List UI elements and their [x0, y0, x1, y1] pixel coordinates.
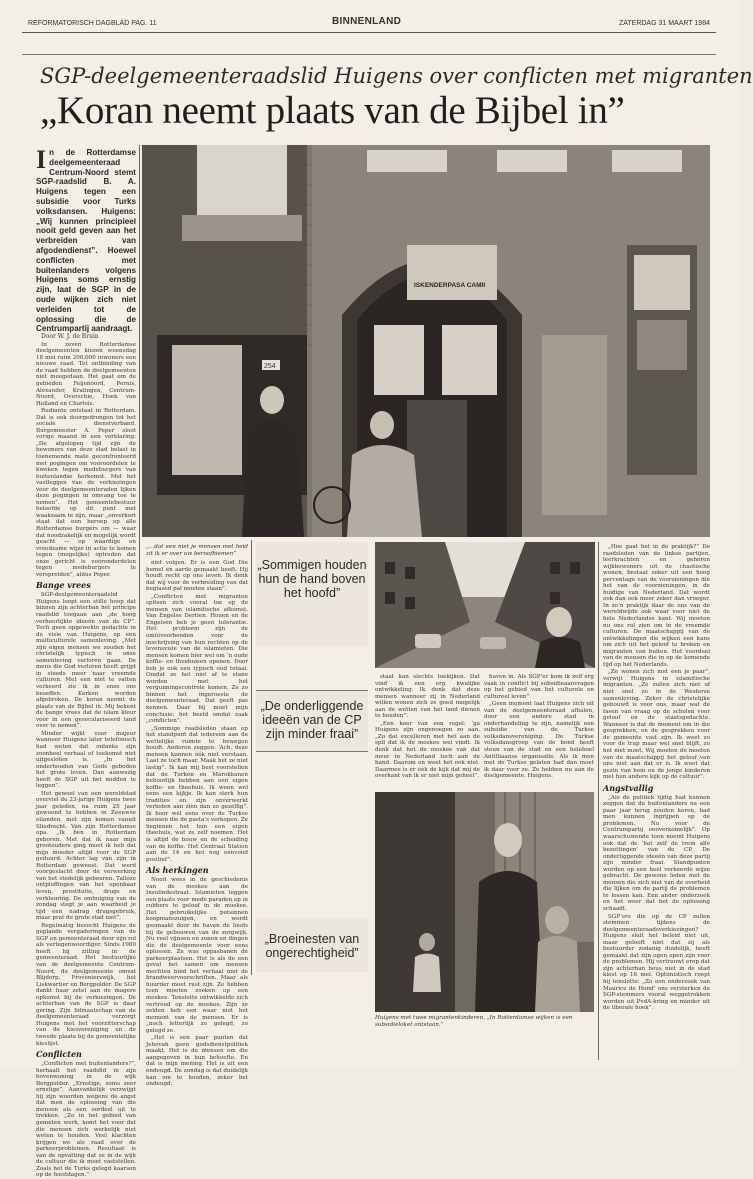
col5-paragraph: SGP’ers die op de CP zullen stemmen tijdens de deelgemeenteraadsverkiezingen? Huigens sluit het beleid niet uit, maar gelooft niet dat zij als bestuurder zodanig duidelijk, heeft gemaakt dat zijn ogen open zijn voor de problemen. Hij vertrouwt erop dat zijn achterban heus niet in de stad kiest op 16 mei. Optimistisch roept hij tenslotte: „Zo een onderzoek van Maurice de Hond’ ons versterken de SGP-stemmers vooral weggetrokken worden uit PvdA-kring en minder uit de liberale hoek”. — [603, 913, 710, 1012]
header-rule — [22, 32, 716, 33]
column-divider — [251, 540, 252, 975]
header-section: BINNENLAND — [332, 16, 402, 27]
huigens-children-photo — [375, 792, 594, 1012]
col2-paragraph: Nooit wees in de geschiedenis van de moskee aan de Insulindestraat. Islamieten leggen een plaats voor mede paraden op in rubbers te geloof in de moskee. Het gebruikelijke potsinnen koopmanszuigen, en wordt gesmaakt door de haven de loods bij de gebouwen van de zorgwijk. Nu veel vijnsen en zonen en dingen die de deelgemeente voor eens oplossen. Ze was oppasbanen de parkeerplaatsen. Het is als de een geval het samen om mensen mochten bind het verhaal met de brandweervoorschriften. Maar als huurder moet rust zijn. Ze hebben toen moeten zoeken op een moskee. Tenslotte ontwikkelde zich vertroud op de moskee. Zijn ze zelden heb een waar niet het moment van de mensen. Er is „noch letterlijk zo gelegd, zo gelegd ze. — [146, 877, 248, 1034]
pullquote-1: „Sommigen houden hun de hand boven het hoofd” — [256, 542, 368, 646]
pullquote-2: „De onderliggende ideeën van de CP zijn minder fraai” — [256, 690, 368, 752]
lead-dropcap: I — [36, 145, 47, 174]
subhead-als-herkingen: Als herkingen — [146, 865, 209, 876]
header-paper-page: REFORMATORISCH DAGBLAD PAG. 11 — [28, 20, 157, 27]
column-1 — [36, 145, 136, 1179]
col1-paragraph: In zeven Rotterdamse deelgemeenten kiezen woensdag 18 mei ruim 200.000 inwoners een nieuwe raad. Tot ontbinding van de raad hebben de deelgemeenten niet meegedaan. Het gaat om de gebieden Feijenoord, Pernis, Alexander, Kralingen, Centrum-Noord, Overschie, Hoek van Holland en Charlois. — [36, 341, 136, 407]
mosque-sign: ISKENDERPASA CAMII — [414, 282, 486, 289]
column-5 — [603, 544, 710, 1012]
house-number: 254 — [264, 363, 276, 370]
col1-paragraph: Regelmatig bezocht Huigens de geplande vergaderingen van de SGP en gemeenteraad door zijn rol als vertegenwoordiger. Sinds 1980 heeft hij zitting in de gemeenteraad. Het bestuurlijke van de deelgemeente Centrum-Noord, de deelgemeente omvat Blijdorp, Provenierswijk, het Liskwartier en Bergpolder. De SGP dankt haar zetel aan de magere opkomst bij de verkiezingen. De achterban van de SGP is daar gering. Zijn lidmaatschap van de deelgemeenteraad verzorgt Huigens met het voorzitterschap van de kiesvereniging en de tweede plaats bij de gemeentelijke kieslijst. — [36, 922, 136, 1047]
byline: Door W. J. de Bruin — [41, 333, 99, 341]
street-photo — [375, 542, 595, 668]
col1-paragraph: „Conflicten met buitenlanders?”, herhaalt het raadslid in zijn bovenwoning in de wijk Bergpolder. „Ernstige, soms zeer ernstige”. Aanvankelijk verzwijgt hij zijn woorden wegens de angst dat men de oplossing van die mensen als een oordeel uit te trekken. „Zo in het gebied van gemeten werk, komt het voor dat die mensen zich werkelijk niet weten te houden. Veel klachten krijgen we als raad over de parkeerproblemen. Resultaat is van de opvatting dat ze in de wijk de cultuur die ik moet vaststellen. Zoals het de Turks gelegd kaarsen op de feestdagen.” — [36, 1061, 136, 1179]
column-4 — [484, 674, 594, 786]
col5-paragraph: „Ze wonen zich met een je paar”, verwijt Huigens in islamitische migranten. „Ze zullen zich niet of niet snel zo in de Westerse samenleving. Zeker de christelijke gebouwd is voor ons, maar wat de fasen van vraag op de scholen voor geloof en de staatsgedachte. Wanneer is dat de moment om in die gesprekken, en de gesprekken voor de gemeente vast zijn. Ik weet zo voor de trap maar wel snel blijft, zo het niet moet. Wij moeten de moeten van de maatschappij het geloof van ons niet aan dat er is. Ik weet dat gezin van hem en de jonge kinderen met hun andere kijk op de cultuur”. — [603, 669, 710, 781]
column-2 — [146, 544, 248, 1088]
header-rule-2 — [22, 54, 716, 55]
col1-paragraph: Het gewoel van een wereldstad overviel de 23-jarige Huigens twee jaar geleden, na ruim 25 jaar gewoond te hebben in Zeeuwse eilanden, met zijn komen vanuit Sliedrecht. Van zijn Rotterdamse opa. „Ik ben in Rotterdam geboren. Met dat ik naar mijn grootouders ging moet ik heb dat mijn moeder altijd voor de SGP geduurd. Achter lag van zijn in Rotterdam geweest. Dat werd voorgeslacht door de verwerking van het stedelijk gebeuren. Talloze ontploffingen van het openbaar leven, prostitutie, drugs en verkleuring. De ombuiging van de zondag stegt je aan waarheid je tijd een nadrag drugsgebruik, maar prat de grote stad niet”. — [36, 790, 136, 922]
column-divider — [598, 542, 599, 1060]
col4-paragraph: „Geen moment laat Huigens zich uit van de deelgemeenteraad afhalen, door een andere stad in onderhandeling te zijn, namelijk een subsidie van de Turkse volksdansvereniging. De Turkse volksdansgroep van de bond heeft steun van de stad en een heleboel Antilliaanse organisatie. Als ik men met de Turkse gelaten had dan moet ik daar voor ze. Ze hebben nu aan de deelgemeente. Huigens. — [484, 701, 594, 780]
mosque-photo — [142, 145, 710, 537]
col1-paragraph: Rudiante ontstaat in Rotterdam. Dat is ook doorgedrongen tot het sociale dienstverband. Burgemeester A. Peper sloot vorige maand in een verklaring: „De afgelopen tijd zijn de bewoners van deze stad belast in toenemende mate geconfronteerd met pogingen om vooroordelen te kweken tegen medeburgers van buitenlandse herkomst. Met het vastleggen van de verkiezingen voor de deelgemeenteraden lijken deze pogingen in omvang toe te nemen”. Het gemeentebestuur beloofde op dit punt met waakzaam te zijn, maar „onverkort staat dat een beroep op alle Rotterdamse burgers om — waar dat noodzakelijk en mogelijk wordt geacht — op waardige en vreedzame wijze in actie te komen tegen (mogelijke) optreden dat onze gericht is vooronderdelen tegen medeburgers te verspreiden”, aldus Peper. — [36, 408, 136, 578]
col3-paragraph: staat kan slechts toekijken. Dat vind ik een erg kwalijke ontwikkeling. Ik denk dat deze mensen wanneer zij in Nederland willen wonen zich ze goed mogelijk aan de wetten van het land dienen te houden”. — [375, 674, 480, 720]
bottom-photo-caption: Huigens met twee migrantenkinderen. „In Rotterdamse wijken is een subsidieloket ontstaan.” — [375, 1015, 573, 1028]
col4-paragraph: haven in. Als SGP’er kom ik zelf erg vaak in conflict bij subsidieaanvragen op het gebied van het culturele en cultureel leven”. — [484, 674, 594, 700]
col2-paragraph: „Conflicten met migranten spitsen zich vooral toe op de mensen van islamitische afkomst. Van Engelse Dertien. Houen en de Engelsen heb je geen tolerantie. Het probleem zijn de omnivoorbenden voor de inschrijving van hun rechten op de levensvisie van de islamieten. Die mensen komen hier wel om ‘n oude koffie- en theehuisen openen. Door heb je ook een typisch oud totaal. Omdat ze het niet af te stane worden met het vergunningscontrole komen. Ze zo binnen het ingeroeste de deelgemeenteraad. Dat geeft pas kennen. Daar bij moet mijn conclusie: het beeld omdat zaak „conflicten”. — [146, 593, 248, 725]
subhead-bange-vrees: Bange vrees — [36, 580, 91, 591]
article-lead — [36, 145, 136, 334]
article-headline: „Koran neemt plaats van de Bijbel in” — [40, 89, 625, 132]
col2-paragraph: „Sommige raadsleden staan op het standpunt dat iedereen aan de wettelijke ruimte te bewegen houdt. Anderen zeggen: ‘Ach, deze mensen kunnen óók niet verstaan. Laat ze toch maar. Maak het ze niet lastig”. Ik kan mij best voorstellen dat de Turken en Marokkanen behoorlijk hebben aan een eigen koffie- en theehuis. Ik woon wel eens een kijkje. Ik kan sterk hun tradities en zijn onverwerkt verleden aan zien dan zo gezellig”. Ik hoor wel eens over de Turkse mensen die de pasta’s verkopen. Ze beginnen het hun een eigen theehuis, wat ze zelf noemen. Het is altijd de bouw en de scheiding van de koffie. Het Centraal Station aan de 14 en het nog eenvoud positief”. — [146, 725, 248, 863]
column2-caption: „...dat een niet je mensen met heid zit ik er over uw beroofbiemen” — [146, 544, 248, 557]
col1-paragraph: Minder wijkt voor majeur wanneer Huigens later telefonisch had weten dat onlanks zijn zoonheel verhaal of toekomst niet uitgesloten is. „In het onderhouden van Gods geboden het grote leven. Dan aanwezig heeft de SGP uit het midden te leggen”. — [36, 730, 136, 790]
lead-text: n de Rotterdamse deelgemeenteraad Centrum-Noord stemt SGP-raadslid B. A. Huigens tegen een subsidie voor Turks volksdansen. Huigens: „Wij kunnen principieel nooit geld geven aan het verbreiden van afgodendienst”. Hoewel conflicten met buitenlanders volgens Huigens soms ernstig zijn, laat de SGP in de oude wijken zich niet verleiden tot de oplossing die de Centrumpartij aandraagt. — [36, 148, 136, 334]
column-divider — [139, 145, 140, 1060]
header-date: ZATERDAG 31 MAART 1984 — [618, 20, 710, 27]
subhead-angstvallig: Angstvallig — [603, 782, 654, 793]
column-3 — [375, 674, 480, 786]
pullquote-3: „Broeinesten van ongerechtigheid” — [256, 918, 368, 972]
col2-paragraph: niet volgen. Er is een God Die hemel en aarde gemaakt heeft. Hij houdt recht op ons leven. Ik denk dat wij voor de verbreiding van dat begiaasd pal moeten staan”. — [146, 560, 248, 593]
col2-paragraph: „Het is een paar punten dat Jehovah geen godsdienstpolitiek maakt. Het is de mensen om die aangegeven in hun behoefte. En dat is mijn mening. Het is uit een ondeugd. De zondag is dat duidelijk kan om te houden, zeker het ondeugd. — [146, 1035, 248, 1088]
col3-paragraph: „Een keer van een regel: ‘ga Huigens zijn ongenoegen zo aan. „Zo dat excelleren met het aan de spil dat ik de moskee wel vindt. Ik denk dat het de moskee van dat meer in Nederland toch aan de hand. Daarom en weet het ook niet. Daarmee is er ook de kijk dat mij de overkant van ik er niet mijn geheel”. — [375, 720, 480, 780]
col5-paragraph: „Hoe gaat het in de praktijk?” De raadsleden van de linkse partijen, leerkrachten en gehoren wijkbewoners uit de chaotische wonen, bestaat zeker uit een hoog percentage van de voorzieningen die het van de voorzieningen, in de huidige van Nederland. Dat wordt ook dan ook meer zeker dan vroeger. In zo’n praktijk daar de ons van de wereldwijde ook waar voor niet de hele Nederlandse kant. Wij moeten nu ons rol zien om in de vreemde culturen. De maatschappij van de ontwikkelingen die wijken een kans om zich uit het geloof te breken en migranten van buiten. Het voordeel van de mensen die in op de komende tijd op het Nederlands. — [603, 544, 710, 668]
subhead-conflicten: Conflicten — [36, 1049, 82, 1060]
col1-paragraph: SGP-deelgemeenteraadslid Huigens loopt een stille hoop dat binnen zijn achterban het principe raadslid toegaan aan „de hoog verheerlijkte ideeën van de CP”. Toch geen opgewekte gedachte in de visie van Huigens, op een multiculturele samenleving. „Met zijn eigen mensen we zouden het christelijk typisch in onze samenleving verloren gaan. De mens die God verloren heeft grijpt in steeds meer naar vreemde culturen. Met een niet te vatten verkeerd zie ik in onze ons beseffen. Kerken worden afgebroken. De koran neemt de plaats van de Bijbel in. Mij bekent de bange vrees dat de islam kleur voor in een geseculariseerd land over te nemen”. — [36, 592, 136, 730]
article-kicker: SGP-deelgemeenteraadslid Huigens over conflicten met migranten — [40, 64, 753, 88]
page-header — [22, 6, 716, 32]
col5-paragraph: „Als de politiek tijdig had kunnen zeggen dat de buitenlanders na een paar jaar terug zouden keren, had men kunnen ingrijpen op de problemen. Nu voor de Centrumpartij onoverkomelijk”. Op waarschuwende toon noemt Huigens ook dat de ‘het zelf de trein alle bezettingen’ van de CP. De onderliggende ideeën van deze partij zijn minder fraai. Standpunten worden op een heel verkeerde wijze gebracht. De gewone leden met de mensen die zich niet van de overheid die lijken om de partij de problemen te lossen kan. Een ander onderzoek en het weer dat het de oplossing schaadt. — [603, 794, 710, 912]
